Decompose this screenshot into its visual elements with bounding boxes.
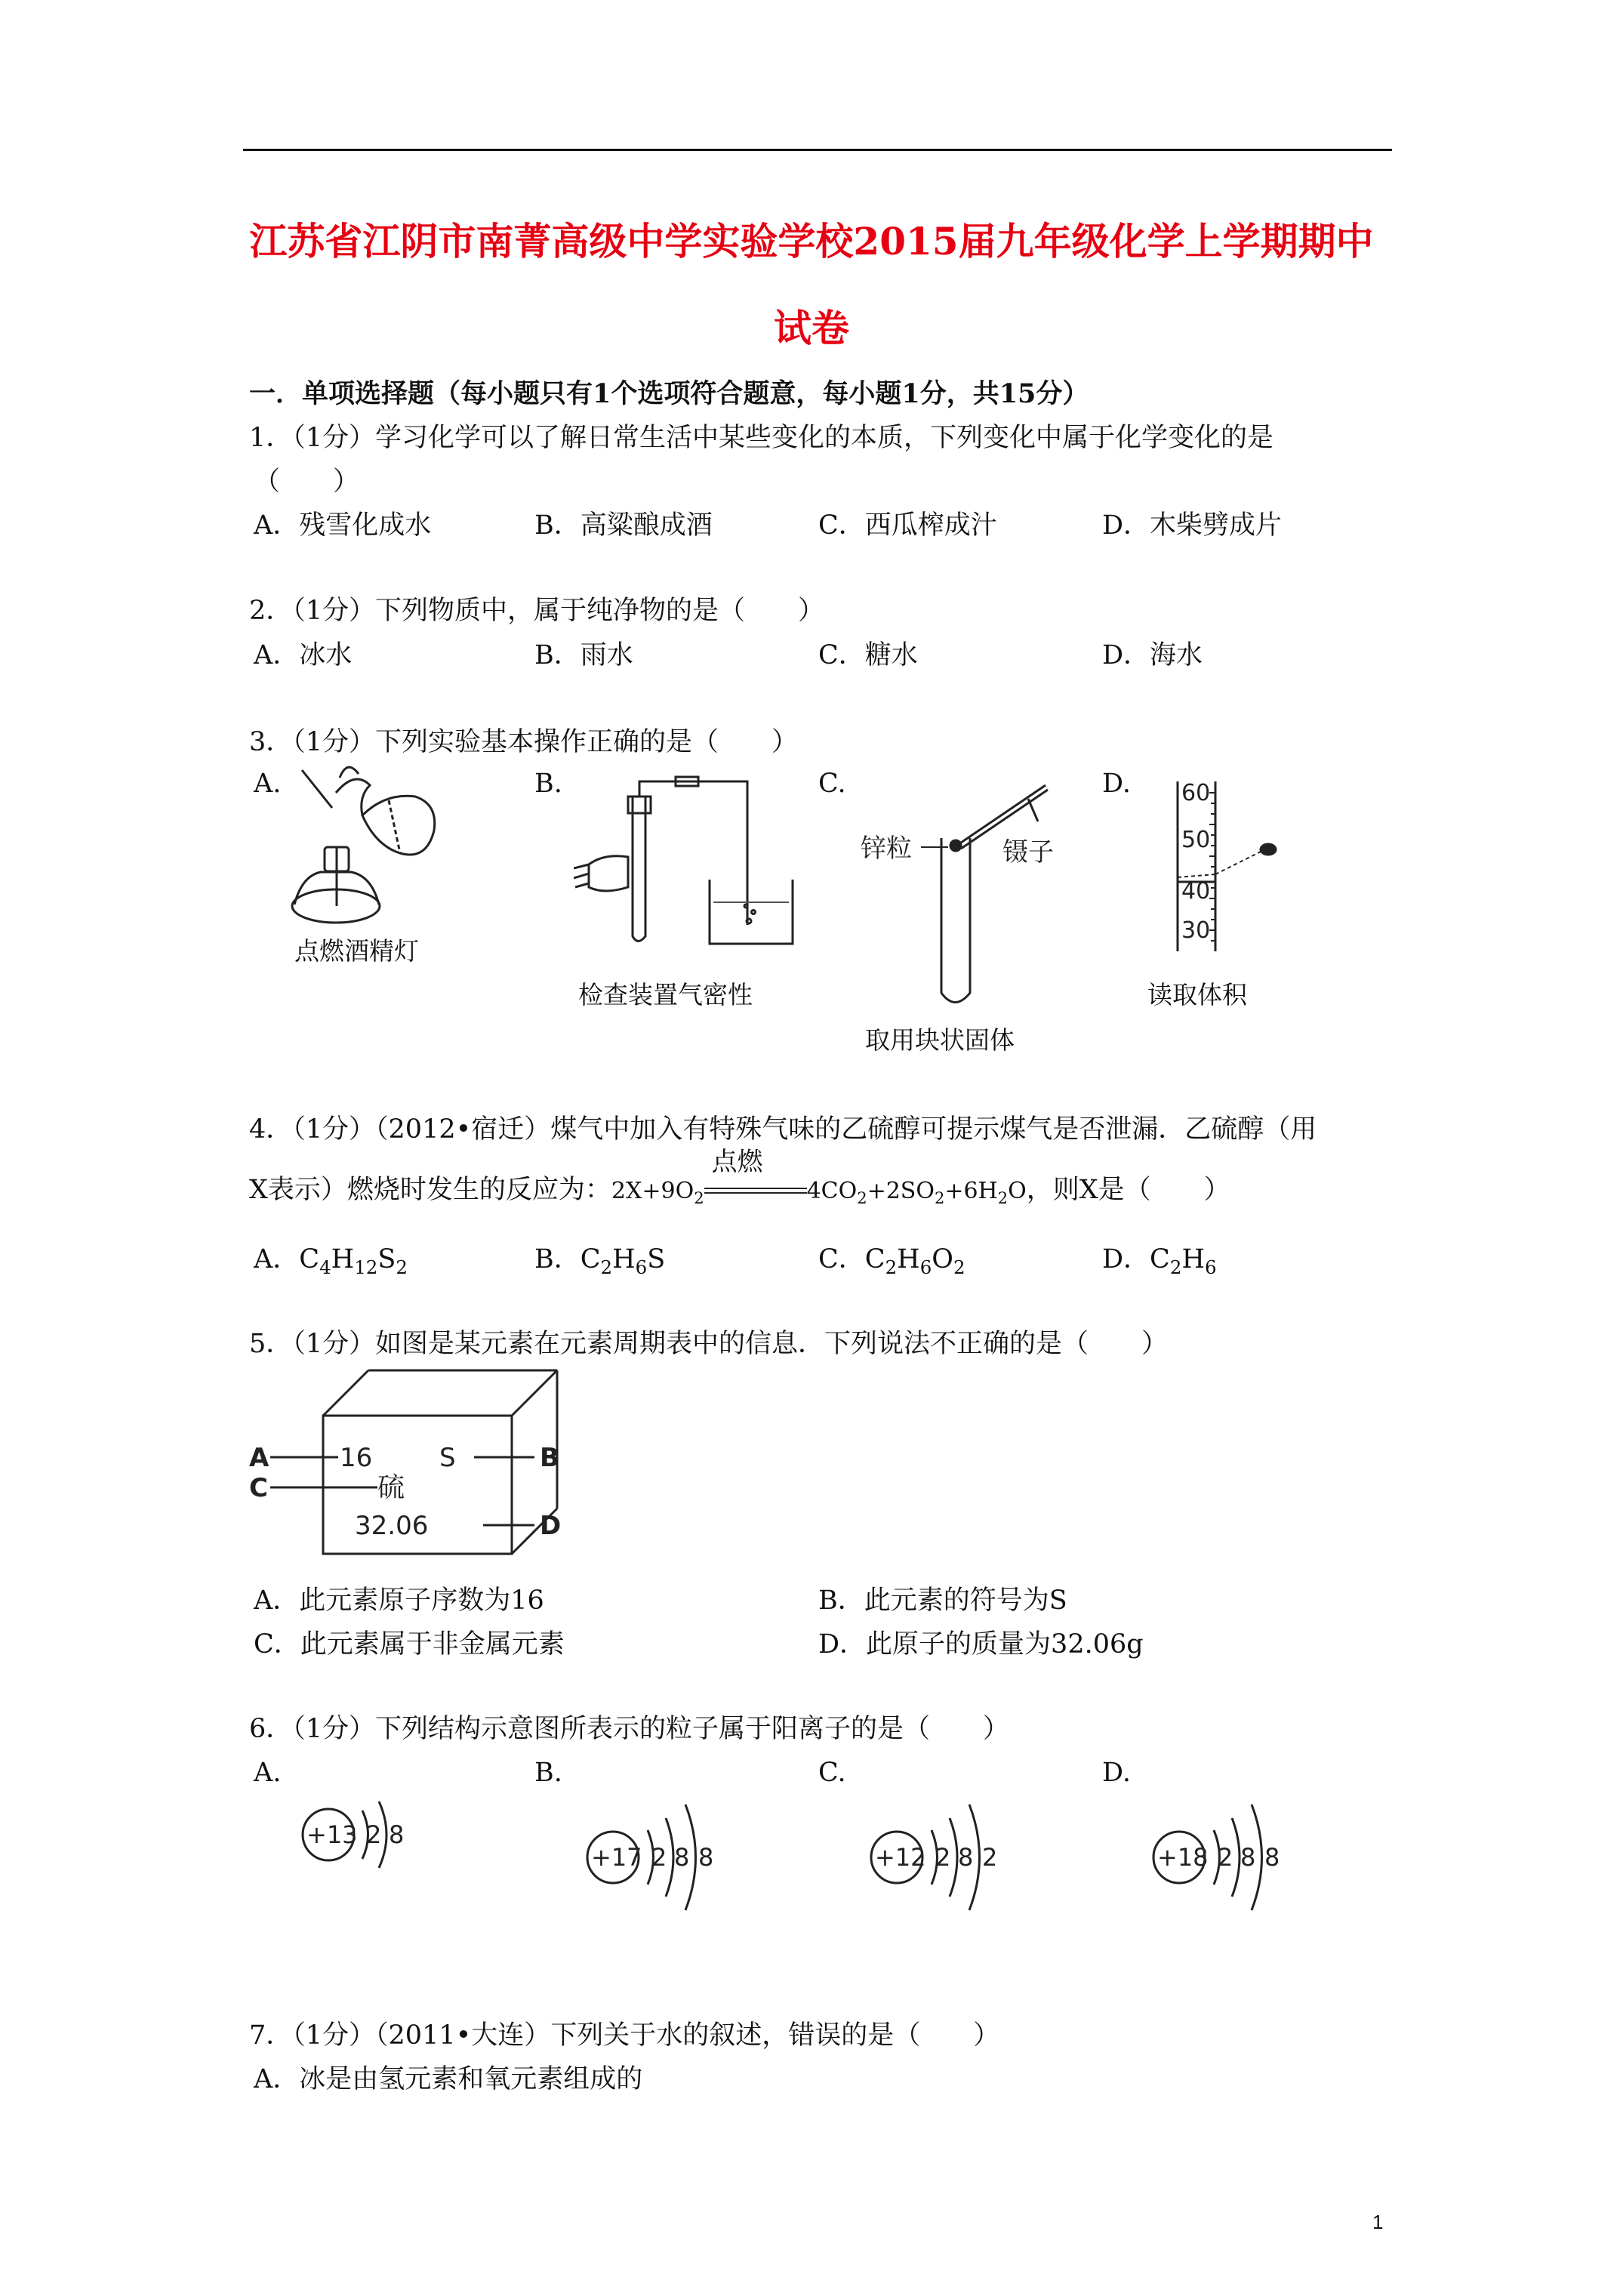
q5-option-d: D．此原子的质量为32.06g bbox=[818, 1629, 1144, 1660]
q6-label-d: D. bbox=[1102, 1758, 1131, 1788]
q3-label-a: A. bbox=[254, 769, 282, 799]
fig-atomic-mass: 32.06 bbox=[355, 1511, 429, 1541]
atom-diagram-b bbox=[581, 1782, 755, 1918]
q4-eq-left: $2X+9O_2$ bbox=[611, 1178, 704, 1207]
q4-eq-right: $4CO_2+2SO_2+6H_2O$ bbox=[806, 1178, 1027, 1207]
page-title-cont: 试卷 bbox=[774, 306, 849, 350]
question-5-stem: 5．（1分）如图是某元素在元素周期表中的信息．下列说法不正确的是（ ） bbox=[249, 1329, 1169, 1359]
tick-50: 50 bbox=[1181, 827, 1211, 853]
q2-option-c: C．糖水 bbox=[818, 640, 918, 670]
q3-label-c: C. bbox=[818, 769, 846, 799]
q1-option-b: B．高粱酿成酒 bbox=[534, 510, 713, 541]
fig-label-a: A bbox=[249, 1443, 269, 1473]
graduated-cylinder-figure bbox=[1147, 778, 1283, 959]
q3-caption-b: 检查装置气密性 bbox=[578, 980, 753, 1009]
tweezers-label: 镊子 bbox=[1002, 837, 1054, 868]
q2-option-d: D．海水 bbox=[1102, 640, 1203, 670]
question-1-blank: （ ） bbox=[254, 467, 360, 497]
q6-label-c: C. bbox=[818, 1758, 846, 1788]
q4-reaction-arrow bbox=[704, 1147, 807, 1198]
header-rule bbox=[243, 149, 1392, 151]
q5-option-b: B．此元素的符号为S bbox=[818, 1586, 1067, 1616]
shell-2: 8 bbox=[389, 1820, 405, 1849]
q1-option-a: A．残雪化成水 bbox=[254, 510, 432, 541]
question-1-stem: 1．（1分）学习化学可以了解日常生活中某些变化的本质，下列变化中属于化学变化的是 bbox=[249, 423, 1274, 453]
shell-1: 2 bbox=[366, 1820, 382, 1849]
q3-label-d: D. bbox=[1102, 769, 1131, 799]
q2-option-a: A．冰水 bbox=[254, 640, 353, 670]
shell-3: 2 bbox=[982, 1843, 998, 1872]
nucleus-charge: +17 bbox=[591, 1843, 642, 1872]
question-4-line2 bbox=[249, 1147, 1230, 1207]
atom-diagram-c bbox=[865, 1782, 1039, 1918]
shell-3: 8 bbox=[698, 1843, 714, 1872]
page-title: 江苏省江阴市南菁高级中学实验学校2015届九年级化学上学期期中 bbox=[249, 219, 1374, 264]
question-2-stem: 2．（1分）下列物质中，属于纯净物的是（ ） bbox=[249, 596, 825, 626]
nucleus-charge: +18 bbox=[1157, 1843, 1209, 1872]
tick-30: 30 bbox=[1181, 917, 1211, 944]
q5-option-c: C．此元素属于非金属元素 bbox=[254, 1629, 565, 1660]
atom-diagram-a bbox=[294, 1782, 430, 1888]
airtightness-figure bbox=[574, 774, 800, 955]
fig-atomic-number: 16 bbox=[340, 1443, 373, 1473]
q4-eq-condition: 点燃 bbox=[711, 1147, 763, 1177]
page-number: 1 bbox=[1372, 2211, 1384, 2233]
q4-option-d: D．$C_2H_6$ bbox=[1102, 1244, 1217, 1278]
q6-label-b: B. bbox=[534, 1758, 562, 1788]
atom-diagram-d bbox=[1147, 1782, 1321, 1918]
periodic-element-figure bbox=[249, 1367, 566, 1563]
fig-label-d: D bbox=[540, 1511, 562, 1541]
q1-option-c: C．西瓜榨成汁 bbox=[818, 510, 997, 541]
q3-label-b: B. bbox=[534, 769, 562, 799]
nucleus-charge: +13 bbox=[306, 1820, 358, 1849]
q4-line2-pre: X表示）燃烧时发生的反应为： bbox=[249, 1175, 611, 1205]
q3-caption-d: 读取体积 bbox=[1147, 980, 1247, 1009]
tick-40: 40 bbox=[1181, 878, 1211, 905]
fig-symbol: S bbox=[439, 1443, 456, 1473]
tick-60: 60 bbox=[1181, 780, 1211, 806]
q3-caption-a: 点燃酒精灯 bbox=[294, 936, 419, 966]
alcohol-lamp-figure bbox=[287, 763, 453, 936]
question-7-stem: 7．（1分）（2011•大连）下列关于水的叙述，错误的是（ ） bbox=[249, 2020, 1000, 2051]
question-3-stem: 3．（1分）下列实验基本操作正确的是（ ） bbox=[249, 727, 799, 757]
nucleus-charge: +12 bbox=[875, 1843, 926, 1872]
fig-label-c: C bbox=[249, 1473, 268, 1503]
q4-option-c: C．$C_2H_6O_2$ bbox=[818, 1244, 965, 1278]
zinc-label: 锌粒 bbox=[861, 834, 912, 864]
q1-option-d: D．木柴劈成片 bbox=[1102, 510, 1283, 541]
q6-label-a: A. bbox=[254, 1758, 282, 1788]
question-4-stem: 4．（1分）（2012•宿迁）煤气中加入有特殊气味的乙硫醇可提示煤气是否泄漏．乙硫醇（用 bbox=[249, 1114, 1317, 1145]
shell-1: 2 bbox=[1218, 1843, 1233, 1872]
section-heading: 一．单项选择题（每小题只有1个选项符合题意，每小题1分，共15分） bbox=[249, 378, 1089, 409]
q2-option-b: B．雨水 bbox=[534, 640, 633, 670]
shell-2: 8 bbox=[1240, 1843, 1256, 1872]
q4-option-b: B．$C_2H_6S$ bbox=[534, 1244, 666, 1278]
shell-3: 8 bbox=[1264, 1843, 1280, 1872]
q3-caption-c: 取用块状固体 bbox=[865, 1025, 1015, 1055]
fig-label-b: B bbox=[540, 1443, 559, 1473]
question-6-stem: 6．（1分）下列结构示意图所表示的粒子属于阳离子的是（ ） bbox=[249, 1714, 1010, 1744]
shell-1: 2 bbox=[935, 1843, 951, 1872]
q5-option-a: A．此元素原子序数为16 bbox=[254, 1586, 544, 1616]
q4-line2-post: ，则X是（ ） bbox=[1026, 1175, 1230, 1205]
q4-option-a: A．$C_4H_{12}S_2$ bbox=[254, 1244, 408, 1278]
shell-2: 8 bbox=[958, 1843, 974, 1872]
shell-2: 8 bbox=[674, 1843, 690, 1872]
solid-reagent-figure bbox=[861, 763, 1087, 1012]
fig-element-name: 硫 bbox=[377, 1472, 405, 1503]
q7-option-a: A．冰是由氢元素和氧元素组成的 bbox=[254, 2064, 643, 2094]
shell-1: 2 bbox=[651, 1843, 667, 1872]
